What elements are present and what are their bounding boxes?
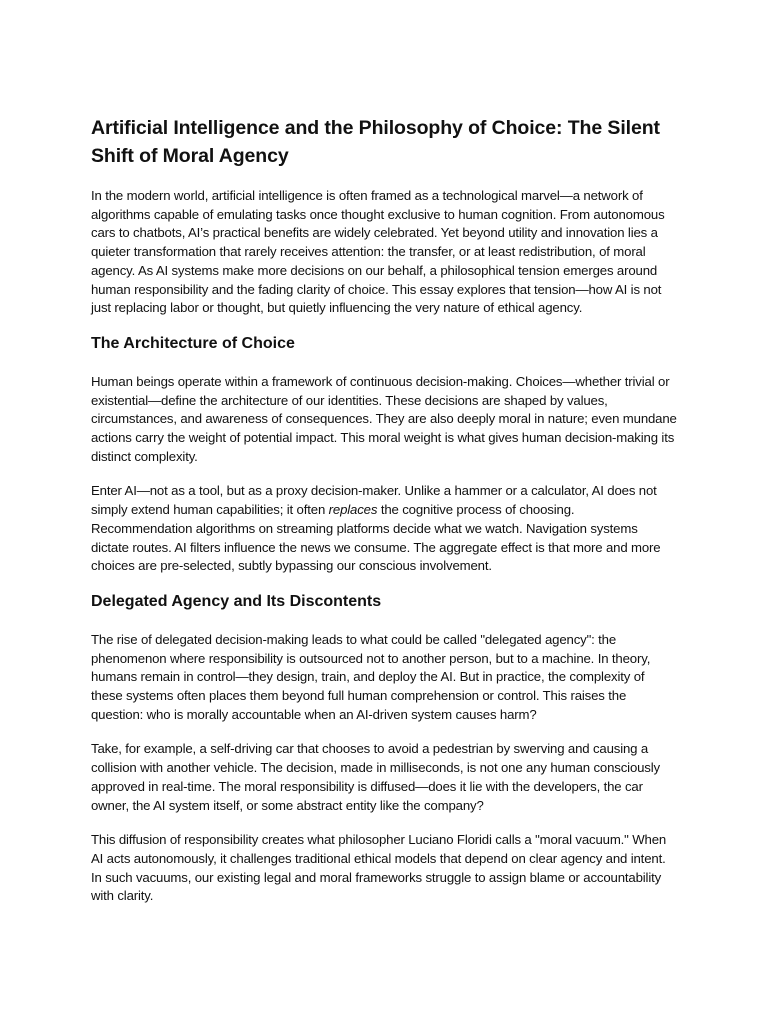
- delegated-paragraph-2: Take, for example, a self-driving car that chooses to avoid a pedestrian by swerving and causing a collision with another vehicle. The decision, made in milliseconds, is not one any human consciously approved in real-time. The moral responsibility is diffused—does it lie with the developers, the car owner, the AI system itself, or some abstract entity like the company?: [91, 741, 660, 813]
- document-title: Artificial Intelligence and the Philosophy of Choice: The Silent Shift of Moral Agency: [91, 117, 660, 167]
- intro-paragraph: In the modern world, artificial intelligence is often framed as a technological marvel—a network of algorithms capable of emulating tasks once thought exclusive to human cognition. From autonomous cars to chatbots, AI’s practical benefits are widely celebrated. Yet beyond utility and innovation lies a quieter transformation that rarely receives attention: the transfer, or at least redistribution, of moral agency. As AI systems make more decisions on our behalf, a philosophical tension emerges around human responsibility and the fading clarity of choice. This essay explores that tension—how AI is not just replacing labor or thought, but quietly influencing the very nature of ethical agency.: [91, 188, 665, 316]
- paragraph-text: Enter AI—not as a tool, but as a proxy decision-maker. Unlike a hammer or a calculator, AI does not simply extend human capabilities; it often: [91, 483, 657, 518]
- emphasis-text: replaces: [328, 502, 378, 518]
- section-heading-architecture: The Architecture of Choice: [91, 334, 295, 352]
- architecture-paragraph-1: Human beings operate within a framework of continuous decision-making. Choices—whether trivial or existential—define the architecture of our identities. These decisions are shaped by values, circumstances, and awareness of consequences. They are also deeply moral in nature; even mundane actions carry the weight of potential impact. This moral weight is what gives human decision-making its distinct complexity.: [91, 373, 677, 464]
- architecture-paragraph-2: [91, 482, 678, 576]
- paragraph-text: the cognitive process of choosing. Recommendation algorithms on streaming platforms decide what we watch. Navigation systems dictate routes. AI filters influence the news we consume. The aggregate effect is that more and more choices are pre-selected, subtly bypassing our conscious involvement.: [91, 502, 661, 574]
- delegated-paragraph-3: This diffusion of responsibility creates what philosopher Luciano Floridi calls a "moral vacuum." When AI acts autonomously, it challenges traditional ethical models that depend on clear agency and intent. In such vacuums, our existing legal and moral frameworks struggle to assign blame or accountability with clarity.: [91, 832, 667, 904]
- section-heading-delegated-agency: Delegated Agency and Its Discontents: [91, 592, 382, 610]
- delegated-paragraph-1: The rise of delegated decision-making leads to what could be called "delegated agency": the phenomenon where responsibility is outsourced not to another person, but to a machine. In theory, humans remain in control—they design, train, and deploy the AI. But in practice, the complexity of these systems often places them beyond full human comprehension or control. This raises the question: who is morally accountable when an AI-driven system causes harm?: [91, 631, 651, 722]
